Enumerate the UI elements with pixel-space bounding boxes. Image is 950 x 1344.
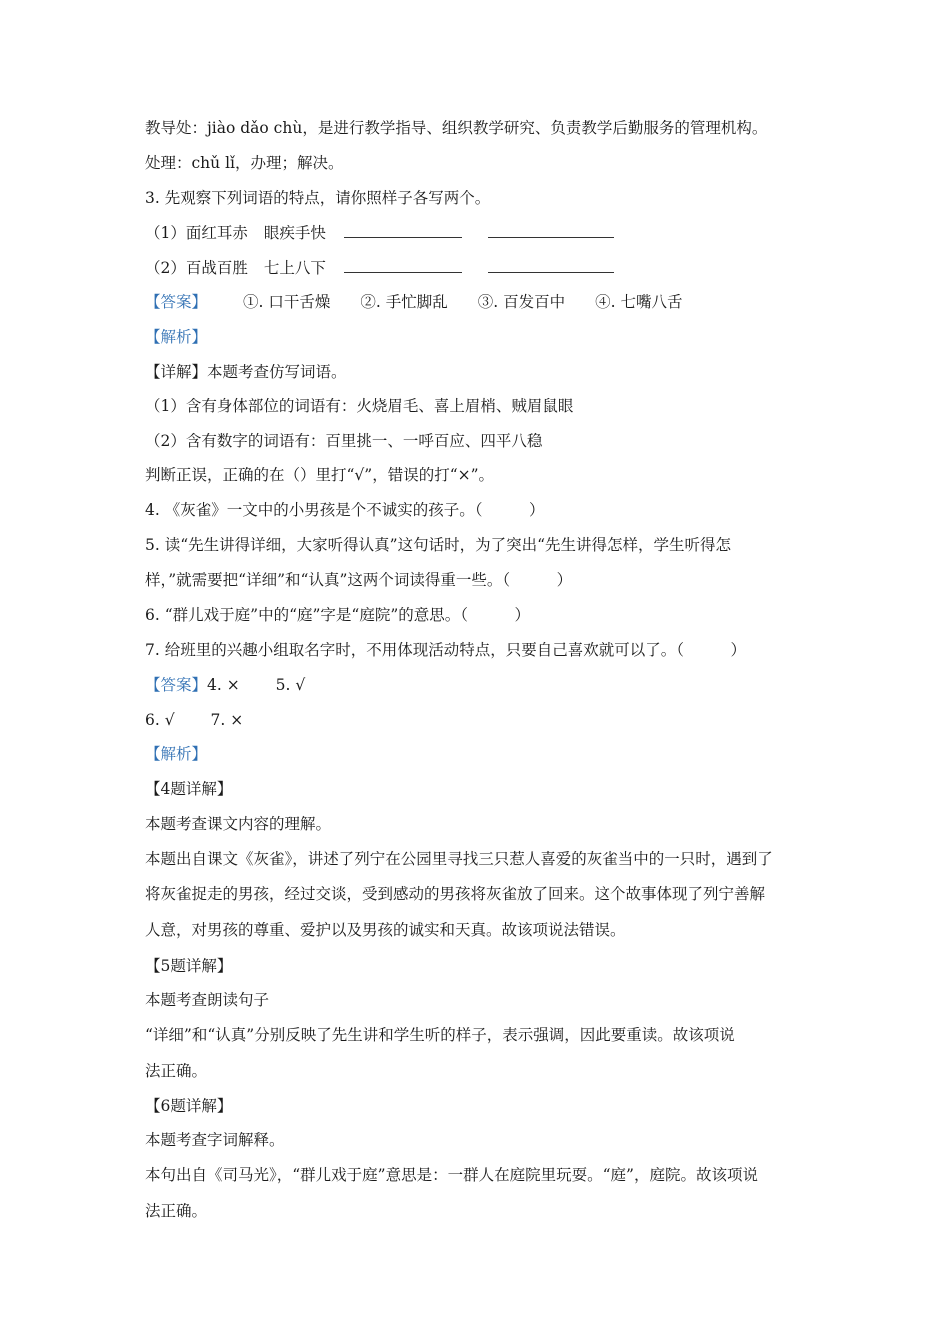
detail-4-line: 将灰雀捉走的男孩，经过交谈，受到感动的男孩将灰雀放了回来。这个故事体现了列宁善解 [145,885,766,903]
detail-3-body-parts: （1）含有身体部位的词语有：火烧眉毛、喜上眉梢、贼眉鼠眼 [145,397,574,415]
analysis-tag: 【解析】 [145,745,208,763]
judge-instruction: 判断正误，正确的在（）里打“√”，错误的打“×”。 [145,466,495,484]
question-3-item-2 [145,258,614,278]
answer-tag: 【答案】 [145,293,208,311]
answer-item: ③. 百发百中 [477,293,566,311]
definition-chuli: 处理：chǔ lǐ，办理；解决。 [145,154,344,172]
answer-item: ②. 手忙脚乱 [360,293,448,311]
answer-3 [145,292,682,312]
answer-blank[interactable] [344,258,462,273]
detail-4-line: 人意，对男孩的尊重、爱护以及男孩的诚实和天真。故该项说法错误。 [145,921,626,939]
detail-4-heading: 【4题详解】 [145,780,233,798]
answer-item: ①. 口干舌燥 [243,293,331,311]
answer-blank[interactable] [344,223,462,238]
question-3-item-1 [145,223,614,243]
answer-item: ④. 七嘴八舌 [595,293,683,311]
detail-6-heading: 【6题详解】 [145,1097,233,1115]
q3-item2-word: 七上八下 [263,259,326,277]
detail-5-line: 法正确。 [145,1062,208,1080]
detail-4-line: 本题出自课文《灰雀》，讲述了列宁在公园里寻找三只惹人喜爱的灰雀当中的一只时，遇到了 [145,850,773,868]
definition-jiaodaochu: 教导处：jiào dǎo chù，是进行教学指导、组织教学研究、负责教学后勤服务的管理机构。 [145,119,768,137]
answer-blank[interactable] [488,223,614,238]
detail-5-heading: 【5题详解】 [145,957,233,975]
detail-4-line: 本题考查课文内容的理解。 [145,815,332,833]
question-4: 4. 《灰雀》一文中的小男孩是个不诚实的孩子。（ ） [145,501,545,519]
detail-5-line: “详细”和“认真”分别反映了先生讲和学生听的样子，表示强调，因此要重读。故该项说 [145,1026,735,1044]
detail-6-line: 本句出自《司马光》，“群儿戏于庭”意思是：一群人在庭院里玩耍。“庭”，庭院。故该项说 [145,1166,758,1184]
detail-3: 【详解】本题考查仿写词语。 [145,363,347,381]
answer-6-7: 6. √ 7. × [145,711,244,729]
q3-item2-example: （2）百战百胜 [145,259,248,277]
question-6: 6. “群儿戏于庭”中的“庭”字是“庭院”的意思。（ ） [145,606,531,624]
detail-3-numbers: （2）含有数字的词语有：百里挑一、一呼百应、四平八稳 [145,432,543,450]
analysis-tag: 【解析】 [145,328,208,346]
answer-blank[interactable] [488,258,614,273]
detail-5-line: 本题考查朗读句子 [145,991,270,1009]
q3-item1-word: 眼疾手快 [263,224,326,242]
answer-4-5 [145,675,305,695]
answer-tag: 【答案】 [145,676,208,694]
question-5-line-2: 样，”就需要把“详细”和“认真”这两个词读得重一些。（ ） [145,571,573,589]
answer-values: 4. × 5. √ [207,676,306,694]
q3-item1-example: （1）面红耳赤 [145,224,248,242]
detail-6-line: 本题考查字词解释。 [145,1131,285,1149]
question-5-line-1: 5. 读“先生讲得详细，大家听得认真”这句话时，为了突出“先生讲得怎样，学生听得怎 [145,536,731,554]
question-3: 3. 先观察下列词语的特点，请你照样子各写两个。 [145,189,491,207]
question-7: 7. 给班里的兴趣小组取名字时，不用体现活动特点，只要自己喜欢就可以了。（ ） [145,641,746,659]
detail-6-line: 法正确。 [145,1202,208,1220]
